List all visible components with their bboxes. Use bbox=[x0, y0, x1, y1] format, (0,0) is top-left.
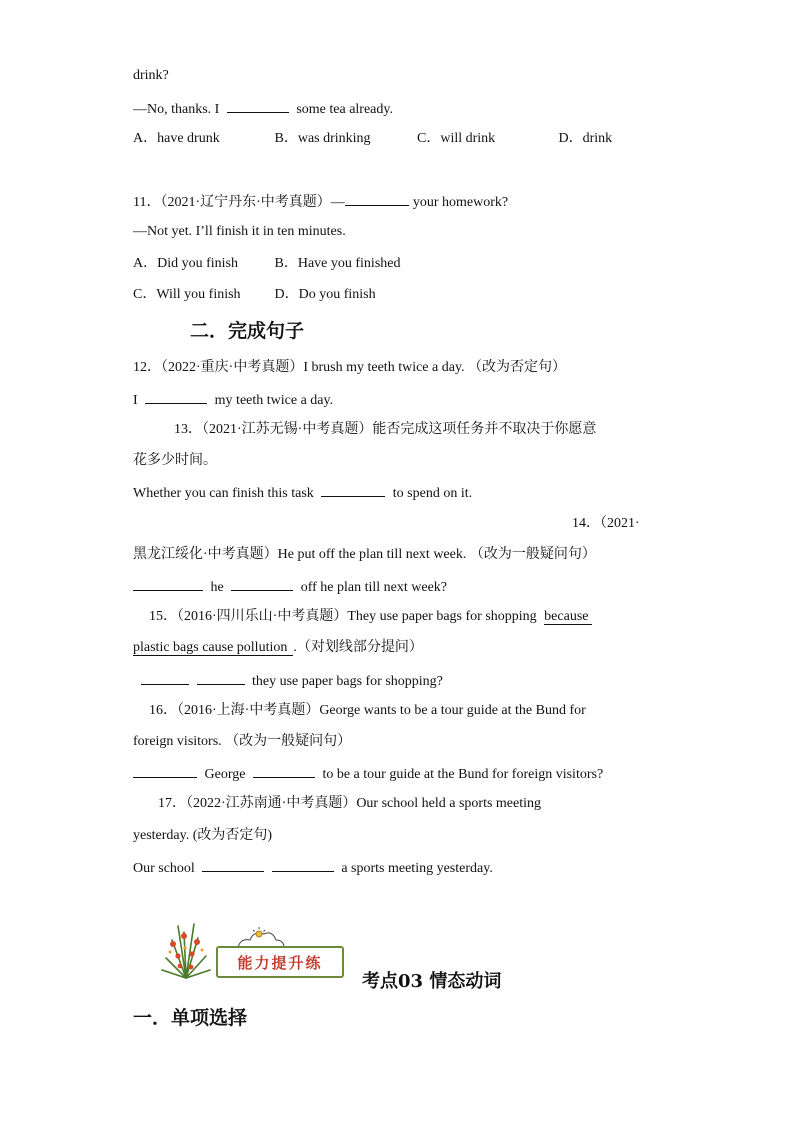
q11-suffix: your homework? bbox=[412, 195, 509, 210]
q13-answer-end: to spend on it. bbox=[392, 486, 473, 501]
q17-answer-start: Our school bbox=[133, 861, 195, 876]
q10-option-b[interactable]: B．was drinking bbox=[274, 131, 371, 146]
q14-stem-line2: 黑龙江绥化·中考真题）He put off the plan till next week. （改为一般疑问句） bbox=[133, 547, 596, 562]
q12-answer-blank[interactable] bbox=[145, 389, 207, 404]
q15-underlined-part-1: because bbox=[544, 609, 592, 625]
q16-answer-mid: George bbox=[204, 767, 246, 782]
q13-answer-line bbox=[133, 482, 472, 504]
q10-answer-blank[interactable] bbox=[227, 98, 289, 113]
section-heading-complete-sentences: 二．完成句子 bbox=[190, 320, 305, 342]
q11-option-d[interactable]: D．Do you finish bbox=[274, 287, 376, 302]
q11-reply: —Not yet. I’ll finish it in ten minutes. bbox=[133, 224, 346, 239]
q11-option-b[interactable]: B．Have you finished bbox=[274, 256, 401, 271]
ability-practice-badge bbox=[216, 946, 344, 978]
q12-stem: 12．（2022·重庆·中考真题）I brush my teeth twice a day. （改为否定句） bbox=[133, 360, 567, 375]
q14-stem-line1: 14．（2021· bbox=[572, 516, 640, 531]
q17-stem-line1: 17．（2022·江苏南通·中考真题）Our school held a sports meeting bbox=[158, 796, 542, 811]
q12-answer-start: I bbox=[133, 393, 138, 408]
q15-stem-line1 bbox=[149, 607, 592, 627]
section-heading-single-choice: 一．单项选择 bbox=[133, 1007, 248, 1029]
q13-answer-start: Whether you can finish this task bbox=[133, 486, 314, 501]
q10-reply bbox=[133, 98, 393, 120]
q11-stem bbox=[133, 191, 508, 213]
q16-answer-end: to be a tour guide at the Bund for foreign visitors? bbox=[322, 767, 604, 782]
q13-stem-line1: 13．（2021·江苏无锡·中考真题）能否完成这项任务并不取决于你愿意 bbox=[174, 422, 597, 437]
q11-answer-blank[interactable] bbox=[345, 191, 409, 206]
q11-options-row1 bbox=[133, 254, 400, 274]
q10-option-a[interactable]: A．have drunk bbox=[133, 131, 220, 146]
q15-instruction: .（对划线部分提问） bbox=[293, 640, 423, 655]
q15-stem-line2 bbox=[133, 638, 423, 658]
q11-prefix: 11．（2021·辽宁丹东·中考真题）— bbox=[133, 195, 345, 210]
q12-answer-line bbox=[133, 389, 333, 411]
q15-underlined-part-2: plastic bags cause pollution bbox=[133, 640, 293, 656]
q10-continuation: drink? bbox=[133, 68, 169, 83]
q13-answer-blank[interactable] bbox=[321, 482, 385, 497]
q16-answer-blank-1[interactable] bbox=[133, 763, 197, 778]
q16-answer-blank-2[interactable] bbox=[253, 763, 315, 778]
q16-answer-line bbox=[133, 763, 603, 785]
q17-answer-end: a sports meeting yesterday. bbox=[341, 861, 493, 876]
q14-answer-end: off he plan till next week? bbox=[300, 580, 448, 595]
q10-options bbox=[133, 129, 612, 149]
q16-stem-line1: 16．（2016·上海·中考真题）George wants to be a tour guide at the Bund for bbox=[149, 703, 586, 718]
q17-answer-blank-1[interactable] bbox=[202, 857, 264, 872]
q11-option-c[interactable]: C．Will you finish bbox=[133, 287, 241, 302]
q11-option-a[interactable]: A．Did you finish bbox=[133, 256, 238, 271]
q17-answer-line bbox=[133, 857, 493, 879]
q10-option-c[interactable]: C．will drink bbox=[417, 131, 496, 146]
q15-stem-start: 15．（2016·四川乐山·中考真题）They use paper bags for shopping bbox=[149, 609, 537, 624]
q14-answer-mid: he bbox=[210, 580, 224, 595]
q15-answer-blank-1[interactable] bbox=[141, 670, 189, 685]
q10-option-d[interactable]: D．drink bbox=[558, 131, 613, 146]
q13-stem-line2: 花多少时间。 bbox=[133, 453, 217, 468]
q16-stem-line2: foreign visitors. （改为一般疑问句） bbox=[133, 734, 352, 749]
q15-answer-line bbox=[141, 670, 443, 692]
topic-heading: 考点03 情态动词 bbox=[362, 971, 502, 992]
q14-answer-blank-2[interactable] bbox=[231, 576, 293, 591]
q10-reply-end: some tea already. bbox=[296, 102, 393, 117]
q17-stem-line2: yesterday. (改为否定句) bbox=[133, 828, 273, 843]
badge-label: 能力提升练 bbox=[237, 953, 323, 972]
q10-reply-start: —No, thanks. I bbox=[133, 102, 220, 117]
q12-answer-end: my teeth twice a day. bbox=[214, 393, 334, 408]
flower-plant-icon bbox=[158, 912, 214, 980]
q15-answer-blank-2[interactable] bbox=[197, 670, 245, 685]
q14-answer-blank-1[interactable] bbox=[133, 576, 203, 591]
q15-answer-end: they use paper bags for shopping? bbox=[252, 674, 443, 689]
q14-answer-line bbox=[133, 576, 447, 598]
q17-answer-blank-2[interactable] bbox=[272, 857, 334, 872]
q11-options-row2 bbox=[133, 285, 376, 305]
